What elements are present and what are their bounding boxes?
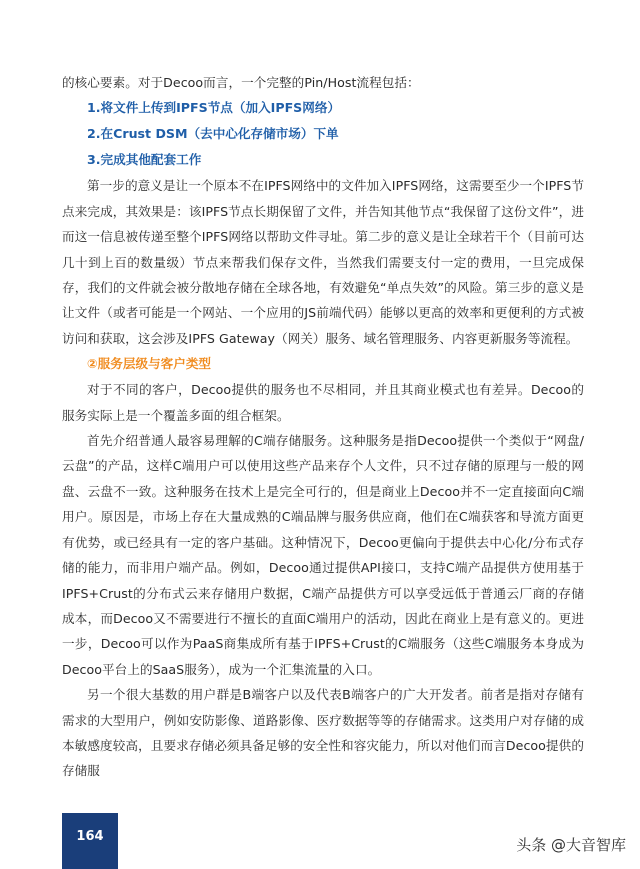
document-page xyxy=(62,70,584,784)
step-3: 3.完成其他配套工作 xyxy=(87,152,202,168)
paragraph-b-end-service: 另一个很大基数的用户群是B端客户以及代表B端客户的广大开发者。前者是指对存储有需求的大型用户，例如安防影像、道路影像、医疗数据等等的存储需求。这类用户对存储的成本敏感度较高，且要求存储必须具备足够的安全性和容灾能力，所以对他们而言Decoo提供的存储服 xyxy=(62,687,584,779)
paragraph-client-types: 对于不同的客户，Decoo提供的服务也不尽相同，并且其商业模式也有差异。Decoo的服务实际上是一个覆盖多面的组合框架。 xyxy=(62,382,584,423)
paragraph-c-end-service: 首先介绍普通人最容易理解的C端存储服务。这种服务是指Decoo提供一个类似于“网盘/云盘”的产品，这样C端用户可以使用这些产品来存个人文件，只不过存储的原理与一般的网盘、云盘不一致。这种服务在技术上是完全可行的，但是商业上Decoo并不一定直接面向C端用户。原因是，市场上存在大量成熟的C端品牌与服务供应商，他们在C端获客和导流方面更有优势，或已经具有一定的客户基础。这种情况下，Decoo更偏向于提供去中心化/分布式存储的能力，而非用户端产品。例如，Decoo通过提供API接口，支持C端产品提供方使用基于IPFS+Crust的分布式云来存储用户数据，C端产品提供方可以享受远低于普通云厂商的存储成本，而Decoo又不需要进行不擅长的直面C端用户的活动，因此在商业上是有意义的。更进一步，Decoo可以作为PaaS商集成所有基于IPFS+Crust的C端服务（这些C端服务本身成为Decoo平台上的SaaS服务），成为一个汇集流量的入口。 xyxy=(62,433,584,677)
paragraph-step-meaning: 第一步的意义是让一个原本不在IPFS网络中的文件加入IPFS网络，这需要至少一个IPFS节点来完成，其效果是：该IPFS节点长期保留了文件，并告知其他节点“我保留了这份文件”，进而这一信息被传递至整个IPFS网络以帮助文件寻址。第二步的意义是让全球若干个（目前可达几十到上百的数量级）节点来帮我们保存文件，当然我们需要支付一定的费用，一旦完成保存，我们的文件就会被分散地存储在全球各地，有效避免“单点失效”的风险。第三步的意义是让文件（或者可能是一个网站、一个应用的JS前端代码）能够以更高的效率和更便利的方式被访问和获取，这会涉及IPFS Gateway（网关）服务、域名管理服务、内容更新服务等流程。 xyxy=(62,178,584,346)
section-heading: ②服务层级与客户类型 xyxy=(87,356,212,372)
step-1: 1.将文件上传到IPFS节点（加入IPFS网络） xyxy=(87,100,341,116)
intro-line: 的核心要素。对于Decoo而言，一个完整的Pin/Host流程包括： xyxy=(62,75,420,90)
page-number-tab xyxy=(62,813,118,869)
page-number: 164 xyxy=(76,829,104,844)
step-2: 2.在Crust DSM（去中心化存储市场）下单 xyxy=(87,126,339,142)
source-watermark: 头条 @大音智库 xyxy=(516,836,626,854)
